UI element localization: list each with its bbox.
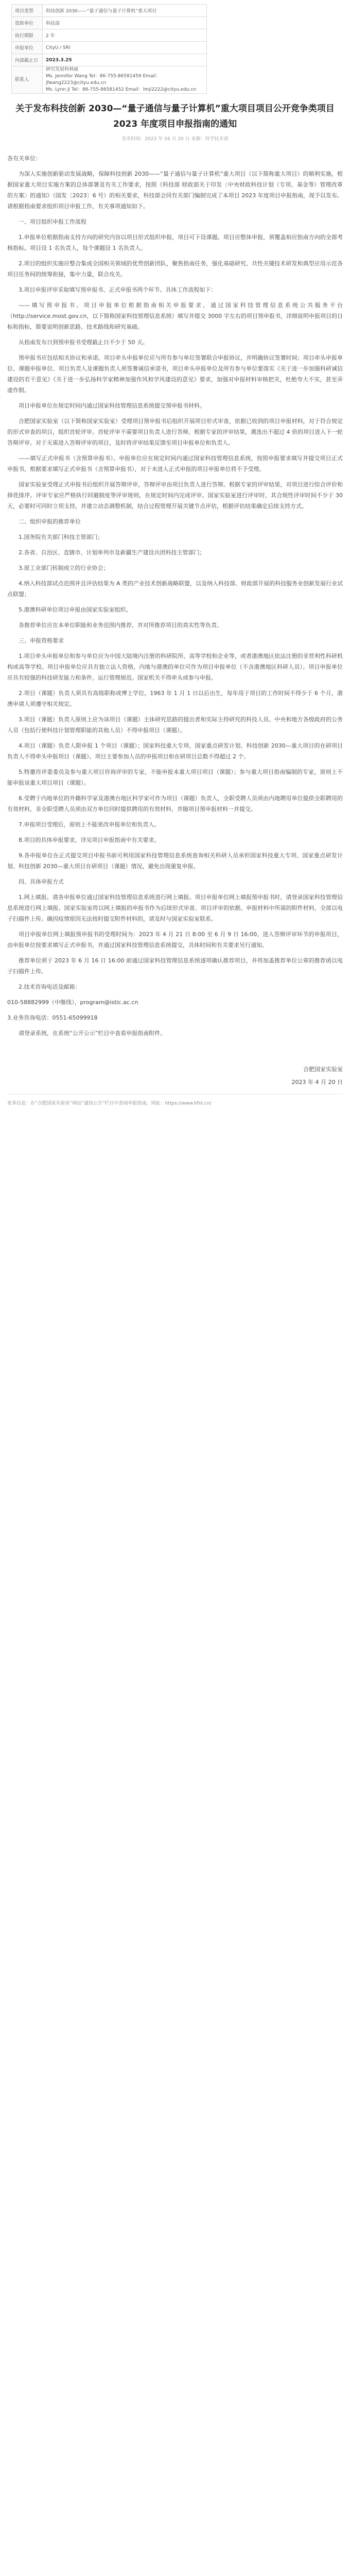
paragraph: 预申报书应包括相关协议和承诺。项目牵头申报单位应与所有参与单位签署联合申报协议，并明确协议签署时间；项目牵头申报单位、课题申报单位、项目负责人及课题负责人须签署诚信承诺书，项目牵头申报单位及所有参与单位要落实《关于进一步加强科研诚信建设的若干意见》《关于进一步弘扬科学家精神加强作风和学风建设的意见》要求，加强对申报材料审核把关，杜绝夸大不实，甚至弄虚作假。 [7, 354, 343, 394]
section-heading: 一、项目组织申报工作流程 [19, 218, 86, 225]
paragraph: 3.项目申报评审采取填写预申报书、正式申报书两个环节。具体工作流程如下： [19, 286, 217, 293]
paragraph: 请登录系统，在系统“公开公示”栏目中查看申报指南附件。 [19, 1030, 166, 1037]
paragraph: 合肥国家实验室（以下简称国家实验室）受理项目预申报书后组织开展项目形式审查，依据已收到的项目申报材料，对于符合规定的形式审查的项目，组织首轮评审。首轮评审不需要项目负责人进行答辩。根据专家的评审结果，遴选出不超过 4 倍的项目进入下一轮答辩评审。对于无需进入答辩评审的项目，及时将评审结果反馈至项目申报单位和负责人。 [7, 418, 343, 446]
meta-value: 2023.3.25 [43, 54, 207, 66]
paragraph: 8.项目的具体申报要求，详见项目申报指南中有关要求。 [19, 837, 160, 843]
meta-value: 科技创新 2030——“量子通信与量子计算机”重大项目 [43, 5, 207, 17]
paragraph: 1.国务院有关部门科技主管部门； [19, 534, 103, 540]
paragraph: 010-58882999（中继线），program@istic.ac.cn [7, 999, 138, 1006]
paragraph: 9.各申报单位在正式提交项目申报书前可利用国家科技管理信息系统查询相关科研人员承担国家科技重大专项、国家重点研发计划、科技创新 2030—重大项目在研项目（课题）情况，避免出现重复申报。 [7, 852, 343, 870]
paragraph: 1.申报单位根据指南支持方向的研究内容以项目形式组织申报，项目可下设课题。项目应整体申报，须覆盖相应指南方向的全部考核指标。项目设 1 名负责人，每个课题设 1 名负责人。 [7, 234, 343, 251]
signature: 合肥国家实验室 [303, 1066, 343, 1073]
meta-key: 执行期限 [12, 29, 43, 42]
paragraph: 1.项目牵头申报单位和参与单位应为中国大陆境内注册的科研院所、高等学校和企业等，或者港澳地区依法注册的非营利性科研机构或高等学校。项目申报单位应具有独立法人资格，内地与港澳的单位可作为项目申报单位（不含港澳地区科研人员）。项目申报单位应具有较强的科技研发能力和条件，运行管理规范。国家机关不得牵头或参与申报。 [7, 653, 343, 681]
article-source-line [7, 135, 343, 142]
meta-key: 联系人 [12, 66, 43, 94]
footer-note: 更多信息：在“合肥国家实验室”网站“通知公告”栏目中查阅申报指南，网址：https://www.hfnl.cn/ [7, 1101, 212, 1106]
paragraph: 国家实验室受理正式申报书后组织开展答辩评审，答辩评审由项目负责人进行答辩。根据专家的评审结果，对项目进行综合评价和择优排序。评审专家应严格执行回避制度等评审规则，在规定时间内完成评审。国家实验室进行评审时，其合规性评审时间不少于 30 天，必要时可同时立项支持，并建立动态调整机制，结合过程管理开展关键节点评估，根据评估结果确定后续支持方式。 [7, 481, 343, 510]
meta-row [12, 29, 207, 42]
contact-info [43, 66, 207, 94]
paragraph: 从指南发布日到预申报书受理截止日不少于 50 天。 [19, 339, 148, 346]
meta-key: 申报单位 [12, 42, 43, 54]
paragraph: 4.项目（课题）负责人限申报 1 个项目（课题）；国家科技重大专项、国家重点研发计划、科技创新 2030—重大项目的在研项目负责人不得牵头申报项目（课题）。项目主要参加人员的申报项目和在研项目总数不得超过 2 个。 [7, 742, 343, 760]
meta-key: 项目类型 [12, 5, 43, 17]
contact-line: Ms. Lynn Ji Tel：86-755-86581452 Email：lmji2222@cityu.edu.cn [46, 87, 197, 92]
paragraph: 5.特邀咨评委委员及参与重大项目咨询评审的专家，不能申报本重大项目项目（课题）；参与重大项目指南编制的专家，原则上不能申报该重大项目项目（课题）。 [7, 769, 343, 786]
article-body [7, 153, 343, 1039]
meta-key: 内部截止日 [12, 54, 43, 66]
paragraph: 2.技术咨询电话及邮箱： [19, 984, 81, 990]
paragraph: 4.纳入科技部试点范围并且评估结果为 A 类的产业技术创新战略联盟，以及纳入科技部、财政部开展的科技服务业创新发展行业试点联盟； [7, 580, 343, 598]
section-heading: 四、具体申报方式 [19, 878, 64, 885]
paragraph: 项目申报单位网上填报预申报书的受理时间为：2023 年 4 月 21 日 8:00 至 6 月 9 日 16:00。进入答辩评审环节的申报项目，由申报单位按要求填写正式申报书，并通过国家科技管理信息系统提交，具体时间和有关要求另行通知。 [7, 931, 343, 948]
meta-value: 科技部 [43, 17, 207, 29]
paragraph: 各有关单位： [7, 155, 41, 162]
paragraph: 7.申报项目受理后，原则上不能更改申报单位和负责人。 [19, 821, 160, 828]
project-info-table [11, 4, 207, 94]
sign-date: 2023 年 4 月 20 日 [291, 1079, 343, 1086]
paragraph: 2.项目的组织实施应整合集成全国相关领域的优势创新团队，聚焦指南任务，强化基础研究、共性关键技术研发和典型应用示范各项目任务间的统筹衔接，集中力量，联合攻关。 [7, 260, 343, 278]
paragraph: 1.网上填报。请各申报单位通过国家科技管理信息系统进行网上填报。项目申报单位网上填报预申报书时，请登录国家科技管理信息系统进行网上填报。国家实验室将以网上填报的申报书作为后续形式审查、项目评审的依据。申报材料中所需的附件材料，全部以电子扫描件上传。确因疫情原因无法按时提交附件材料的，请及时与国家实验室联系。 [7, 894, 343, 922]
meta-row-contact [12, 66, 207, 94]
paragraph: 各推荐单位应在本单位职能和业务范围内推荐，并对所推荐项目的真实性等负责。 [19, 622, 222, 629]
paragraph: 3.项目（课题）负责人原则上应为该项目（课题）主体研究思路的提出者和实际主持研究的科技人员。中央和地方各级政府的公务人员（包括行使科技计划管理职能的其他人员）不得申报项目（课题）。 [7, 716, 343, 734]
paragraph: ——填写正式申报书（含预算申报书）。申报单位应在规定时间内通过国家科技管理信息系统，按照申报要求填写并提交项目正式申报书，根据要求填写正式申报书（含预算申报书），对于未进入正式申报的项目申报单位将不予受理。 [7, 455, 343, 472]
publish-info: 发布时间：2023 年 04 月 20 日 来源：科学技术部 [121, 137, 229, 142]
meta-key: 资助单位 [12, 17, 43, 29]
section-heading: 三、申报资格要求 [19, 637, 64, 644]
meta-row [12, 54, 207, 66]
meta-value: CityU / SRI [43, 42, 207, 54]
contact-line: Ms. Jennifer Wang Tel：86-755-86581459 Email：jfwang2223@cityu.edu.cn [46, 74, 161, 86]
paragraph: 2.各省、自治区、直辖市、计划单列市及新疆生产建设兵团科技主管部门； [19, 549, 205, 556]
paragraph: 项目申报单位在规定时间内通过国家科技管理信息系统提交预申报书材料。 [19, 402, 205, 409]
contact-line: 研究发展科林丽 [46, 67, 79, 72]
meta-value: 2 年 [43, 29, 207, 42]
meta-row [12, 42, 207, 54]
paragraph: 推荐单位须于 2023 年 6 月 16 日 16:00 前通过国家科技管理信息系统逐项确认推荐项目，并将加盖推荐单位公章的推荐函以电子扫描件上传。 [7, 957, 343, 975]
paragraph: 3.业务咨询电话：0551-65099918 [7, 1014, 98, 1021]
paragraph: 6.受聘于内地单位的外籍科学家及港澳台地区科学家可作为项目（课题）负责人，全职受聘人员须由内地聘用单位提供全职聘用的有效材料，非全职受聘人员须由双方单位同时提供聘用的有效材料，并随项目预申报材料一并提交。 [7, 795, 343, 812]
paragraph: 3.原工业部门转制成立的行业协会； [19, 565, 109, 571]
meta-row [12, 17, 207, 29]
paragraph: 为深入实施创新驱动发展战略，保障科技创新 2030——“量子通信与量子计算机”重大项目（以下简称重大项目）的顺利实施，根据国家重大项目实施方案的总体部署及有关工作要求，按照《科技部 财政部关于印发〈中央财政科技计划（专项、基金等）管理改革的方案〉的通知》（国发〔2023〕6 号）的相关要求，科技部会同有关部门编制完成了本项目 2023 年度项目申报指南，现予以发布。请根据指南要求组织项目申报工作，有关事项通知如下。 [7, 171, 343, 210]
paragraph: 5.港澳科研单位项目申报由国家实验室组织。 [19, 606, 132, 613]
article-title: 关于发布科技创新 2030—“量子通信与量子计算机”重大项目项目公开竞争类项目 2023 年度项目申报指南的通知 [15, 104, 335, 129]
page [0, 0, 350, 1114]
meta-row [12, 5, 207, 17]
section-heading: 二、组织申报的推荐单位 [19, 518, 81, 525]
paragraph: ——填写预申报书。项目申报单位根据指南相关申报要求，通过国家科技管理信息系统公共服务平台（http://service.most.gov.cn，以下简称国家科技管理信息系统）填写并提交 3000 字左右的项目预申报书，详细说明申报项目的目标和指标，简要说明创新思路、技术路线和研究基础。 [7, 302, 343, 330]
paragraph: 2.项目（课题）负责人须具有高级职称或博士学位，1963 年 1 月 1 日以后出生，每年用于项目的工作时间不得少于 6 个月，港澳申请人须遵守相关规定。 [7, 690, 343, 707]
